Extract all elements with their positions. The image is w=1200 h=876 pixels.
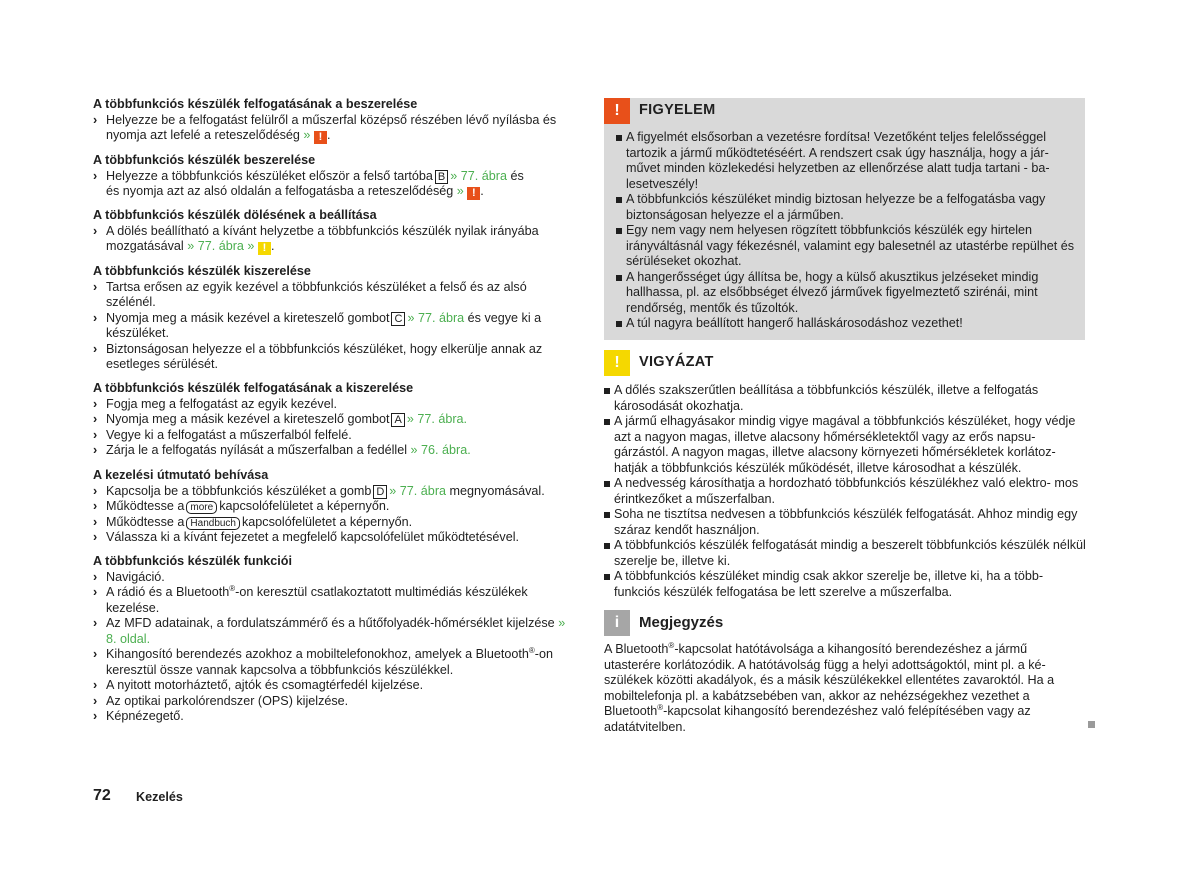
warning-icon: ! bbox=[604, 98, 630, 124]
step: › Vegye ki a felfogatást a műszerfalból felfelé. bbox=[93, 427, 352, 442]
section-heading: A többfunkciós készülék funkciói bbox=[93, 554, 292, 568]
bullet-item: A túl nagyra beállított hangerő halláskárosodáshoz vezethet! bbox=[616, 316, 1078, 332]
section-heading: A többfunkciós készülék dölésének a beállítása bbox=[93, 208, 377, 222]
bullet-icon bbox=[604, 512, 610, 518]
ref-arrow[interactable]: » bbox=[303, 128, 311, 142]
step: › Biztonságosan helyezze el a többfunkciós készüléket, hogy elkerülje annak az esetleges sérülését. bbox=[93, 341, 543, 371]
section-mount-remove bbox=[93, 381, 573, 459]
caution-icon: ! bbox=[604, 350, 630, 376]
bullet-item: Soha ne tisztítsa nedvesen a többfunkciós készülék felfogatását. Ahhoz mindig egy száraz kendőt használjon. bbox=[604, 507, 1086, 538]
arrow-icon: › bbox=[93, 396, 98, 411]
step: › Tartsa erősen az egyik kezével a többfunkciós készüléket a felső és az alsó szélénél. bbox=[93, 279, 527, 309]
key-d: D bbox=[373, 485, 387, 499]
arrow-icon: › bbox=[93, 310, 98, 325]
warning-box bbox=[604, 98, 1085, 340]
bullet-icon bbox=[616, 275, 622, 281]
section-device-remove bbox=[93, 264, 573, 373]
list-item: › A nyitott motorháztető, ajtók és csomagtérfedél kijelzése. bbox=[93, 678, 424, 692]
bullet-icon bbox=[604, 543, 610, 549]
arrow-icon: › bbox=[93, 709, 98, 723]
ref-arrow[interactable]: » bbox=[456, 184, 464, 198]
step: › Zárja le a felfogatás nyílását a műszerfalban a fedéllel » 76. ábra. bbox=[93, 443, 471, 457]
bullet-icon bbox=[604, 574, 610, 580]
arrow-icon: › bbox=[93, 412, 98, 426]
step: › Válassza ki a kívánt fejezetet a megfelelő kapcsolófelület működtetésével. bbox=[93, 530, 520, 544]
note-section bbox=[604, 610, 1086, 735]
arrow-icon: › bbox=[93, 499, 98, 513]
step: › Nyomja meg a másik kezével a kireteszelő gombot C » 77. ábra és vegye ki a készüléket. bbox=[93, 310, 542, 340]
arrow-icon: › bbox=[93, 427, 98, 442]
section-heading: A többfunkciós készülék kiszerelése bbox=[93, 264, 311, 278]
arrow-icon: › bbox=[93, 223, 98, 238]
section-heading: A többfunkciós készülék beszerelése bbox=[93, 153, 316, 167]
arrow-icon: › bbox=[93, 112, 98, 127]
handbuch-button-label: Handbuch bbox=[186, 517, 240, 530]
note-header bbox=[604, 610, 1086, 636]
arrow-icon: › bbox=[93, 341, 98, 356]
info-icon: i bbox=[604, 610, 630, 636]
arrow-icon: › bbox=[93, 693, 98, 708]
section-functions bbox=[93, 554, 573, 725]
list-item: › Az MFD adatainak, a fordulatszámmérő és a hűtőfolyadék-hőmérséklet kijelzése » 8. oldal. bbox=[93, 616, 566, 646]
caution-title: VIGYÁZAT bbox=[639, 354, 714, 370]
bullet-item: A dőlés szakszerűtlen beállítása a többfunkciós készülék, illetve a felfogatás károsodását okozhatja. bbox=[604, 383, 1086, 414]
bullet-item: A többfunkciós készüléket mindig csak akkor szerelje be, illetve ki, ha a több- funkciós készülék felfogatása be lett szerelve a műszerfalba. bbox=[604, 569, 1086, 600]
section-heading: A többfunkciós készülék felfogatásának a beszerelése bbox=[93, 97, 418, 111]
end-of-section-marker bbox=[1088, 721, 1095, 728]
step: › Helyezze a többfunkciós készüléket először a felső tartóba B » 77. ábra és és nyomja azt az alsó oldalán a felfogatásba a reteszelődéség » ! . bbox=[93, 168, 524, 199]
caution-section bbox=[604, 350, 1086, 600]
arrow-icon: › bbox=[93, 514, 98, 529]
arrow-icon: › bbox=[93, 585, 98, 599]
list-item: › Az optikai parkolórendszer (OPS) kijelzése. bbox=[93, 693, 349, 708]
warning-icon: ! bbox=[467, 187, 480, 200]
section-tilt bbox=[93, 208, 573, 255]
list-item: › Kihangosító berendezés azokhoz a mobiltelefonokhoz, amelyek a Bluetooth®-on keresztül össze vannak kapcsolva a többfunkciós készülékkel. bbox=[93, 645, 553, 677]
key-c: C bbox=[391, 312, 405, 326]
section-mount-install bbox=[93, 97, 573, 144]
bullet-item: A jármű elhagyásakor mindig vigye magával a többfunkciós készüléket, hogy védje azt a nagyon magas, illetve alacsony hőmérsékletektől vagy az erős napsu- gárzástól. A nagyon magas, illetve alacsony környezeti hőmérsékletek korlátoz- hatják a többfunkciós készülék működését, illetve károsodhat a készülék. bbox=[604, 414, 1086, 476]
bullet-item: A többfunkciós készüléket mindig biztosan helyezze be a felfogatásba vagy biztonságosan helyezze el a járműben. bbox=[616, 192, 1078, 223]
bullet-item: Egy nem vagy nem helyesen rögzített többfunkciós készülék egy hirtelen irányváltásnál vagy fékezésnél, valamint egy balesetnél az utastérbe repülhet és sérüléseket okozhat. bbox=[616, 223, 1078, 270]
arrow-icon: › bbox=[93, 647, 98, 661]
chapter-label: Kezelés bbox=[136, 790, 183, 804]
arrow-icon: › bbox=[93, 678, 98, 692]
arrow-icon: › bbox=[93, 279, 98, 294]
step: › Működtesse a Handbuch kapcsolófelületet a képernyőn. bbox=[93, 514, 413, 529]
bullet-icon bbox=[604, 419, 610, 425]
bullet-icon bbox=[604, 481, 610, 487]
key-b: B bbox=[435, 170, 448, 184]
more-button-label: more bbox=[186, 501, 217, 514]
warning-icon: ! bbox=[314, 131, 327, 144]
section-heading: A kezelési útmutató behívása bbox=[93, 468, 269, 482]
bullet-item: A nedvesség károsíthatja a hordozható többfunkciós készülékhez való elektro- mos érintkezőket a műszerfalban. bbox=[604, 476, 1086, 507]
step: › Működtesse a more kapcsolófelületet a képernyőn. bbox=[93, 499, 390, 513]
figure-ref[interactable]: » 77. ábra bbox=[407, 310, 465, 325]
caution-icon: ! bbox=[258, 242, 271, 255]
bullet-item: A hangerősséget úgy állítsa be, hogy a külső akusztikus jelzéseket mindig hallhassa, pl. az elsőbbséget élvező járművek figyelmeztető szirénái, mint rendőrség, mentők és tűzoltók. bbox=[616, 270, 1078, 317]
step: › Nyomja meg a másik kezével a kireteszelő gombot A » 77. ábra. bbox=[93, 412, 468, 426]
bullet-icon bbox=[616, 135, 622, 141]
list-item: › Képnézegető. bbox=[93, 709, 184, 723]
caution-header bbox=[604, 350, 1086, 376]
bullet-item: A figyelmét elsősorban a vezetésre fordítsa! Vezetőként teljes felelősséggel tartozik a jármű működtetéséért. A rendszert csak úgy használja, hogy a jár- művet minden közlekedési helyzetben az ellenőrzése alatt tudja tartani - ba- lesetveszély! bbox=[616, 130, 1078, 192]
arrow-icon: › bbox=[93, 443, 98, 457]
step: › A dölés beállítható a kívánt helyzetbe a többfunkciós készülék nyilak irányába mozgatásával » 77. ábra » ! . bbox=[93, 223, 539, 254]
arrow-icon: › bbox=[93, 616, 98, 630]
step: › Helyezze be a felfogatást felülről a műszerfal középső részében lévő nyílásba és nyomja azt lefelé a reteszelődéség » ! . bbox=[93, 112, 557, 143]
bullet-item: A többfunkciós készülék felfogatását mindig a beszerelt többfunkciós készülék nélkül szerelje be, illetve ki. bbox=[604, 538, 1086, 569]
step: › Fogja meg a felfogatást az egyik kezével. bbox=[93, 396, 338, 411]
note-text: A Bluetooth®-kapcsolat hatótávolsága a kihangosító berendezéshez a jármű utasterére korlátozódik. A hatótávolság függ a helyi adottságoktól, mint pl. a ké- szülékek közötti akadályok, és a másik készülékekkel ellentétes zavaroktól. Ha a mobiltelefonja pl. a kabátzsebében van, akkor az nehézségekhez vezethet a Bluetooth®-kapcsolat kihangosító berendezéshez való felépítésében vagy az adatátvitelben. bbox=[604, 640, 1055, 734]
warning-body bbox=[616, 130, 1078, 332]
bullet-icon bbox=[616, 321, 622, 327]
step: › Kapcsolja be a többfunkciós készüléket a gomb D » 77. ábra megnyomásával. bbox=[93, 483, 545, 498]
section-manual bbox=[93, 468, 573, 546]
page-number: 72 bbox=[93, 787, 111, 804]
figure-ref[interactable]: » 76. ábra. bbox=[410, 443, 471, 457]
section-heading: A többfunkciós készülék felfogatásának a kiszerelése bbox=[93, 381, 414, 395]
figure-ref[interactable]: » 77. ábra bbox=[389, 483, 447, 498]
note-title: Megjegyzés bbox=[639, 614, 724, 631]
figure-ref[interactable]: » 77. ábra. bbox=[406, 412, 468, 426]
bullet-icon bbox=[604, 388, 610, 394]
bullet-icon bbox=[616, 197, 622, 203]
warning-header bbox=[604, 98, 1085, 124]
list-item: › Navigáció. bbox=[93, 569, 165, 584]
bullet-icon bbox=[616, 228, 622, 234]
arrow-icon: › bbox=[93, 168, 98, 183]
arrow-icon: › bbox=[93, 483, 98, 498]
list-item: › A rádió és a Bluetooth®-on keresztül csatlakoztatott multimédiás készülékek kezelése. bbox=[93, 583, 528, 615]
caution-body bbox=[604, 383, 1086, 600]
page-ref[interactable]: » 8. oldal. bbox=[106, 616, 566, 646]
key-a: A bbox=[391, 413, 404, 427]
arrow-icon: › bbox=[93, 530, 98, 544]
figure-ref[interactable]: » 77. ábra bbox=[450, 168, 507, 183]
warning-title: FIGYELEM bbox=[639, 102, 716, 118]
arrow-icon: › bbox=[93, 569, 98, 584]
section-device-install bbox=[93, 153, 573, 200]
figure-ref[interactable]: » 77. ábra bbox=[187, 239, 244, 253]
